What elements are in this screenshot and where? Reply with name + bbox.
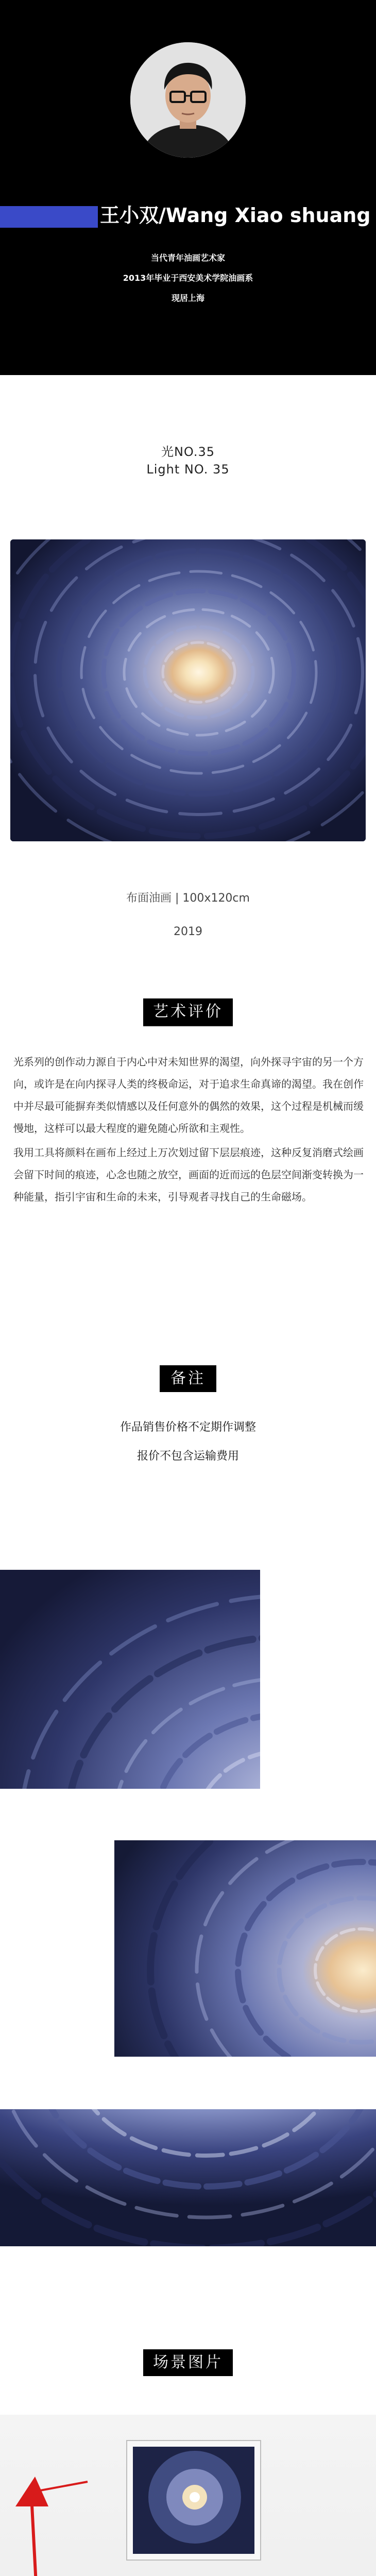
living-room-scene [0, 2415, 376, 2576]
artwork-title-en: Light NO. 35 [146, 462, 230, 477]
painting-light-no35 [10, 539, 366, 841]
scene-image [0, 2415, 376, 2576]
painting-detail-1 [0, 1570, 260, 1789]
name-accent-bar [0, 206, 98, 228]
intro-line-3: 现居上海 [171, 293, 204, 303]
artist-header [0, 0, 376, 375]
notes-line-1: 作品销售价格不定期作调整 [119, 1421, 256, 1434]
detail-crop-upper-left [0, 1570, 260, 1789]
painting-detail-3 [0, 2109, 376, 2246]
review-paragraph-1: 光系列的创作动力源自于内心中对未知世界的渴望，向外探寻宇宙的另一个方向，或许是在向内探寻人类的终极命运，对于追求生命真谛的渴望。我在创作中并尽最可能摒弃类似情感以及任何意外的偶然的效果，这个过程是机械而缓慢地，这样可以最大程度的避免随心所欲和主观性。 [13, 1056, 364, 1134]
notes-heading: 备注 [160, 1365, 216, 1392]
intro-line-1: 当代青年油画艺术家 [150, 253, 225, 263]
artwork-year: 2019 [174, 925, 202, 938]
detail-crop-lower-band [0, 2109, 376, 2246]
main-painting-image [10, 539, 366, 841]
artist-name: 王小双/Wang Xiao shuang [100, 204, 371, 227]
intro-line-2: 2013年毕业于西安美术学院油画系 [123, 273, 253, 283]
notes-line-2: 报价不包含运输费用 [136, 1450, 239, 1463]
artwork-title-cn: 光NO.35 [161, 445, 215, 459]
review-paragraph-2: 我用工具将颜料在画布上经过上万次划过留下层层痕迹，这种反复消磨式绘画会留下时间的痕迹，心念也随之放空，画面的近而远的色层空间渐变转换为一种能量，指引宇宙和生命的未来，引导观者寻找自己的生命磁场。 [13, 1146, 364, 1203]
artist-portrait [130, 42, 246, 158]
review-heading: 艺术评价 [143, 998, 233, 1025]
detail-crop-center-right [114, 1840, 376, 2057]
scene-heading: 场景图片 [143, 2349, 233, 2376]
artwork-medium-size: 布面油画 | 100x120cm [126, 892, 250, 905]
artist-avatar [130, 42, 246, 158]
review-divider [143, 1025, 233, 1026]
painting-detail-2 [114, 1840, 376, 2057]
